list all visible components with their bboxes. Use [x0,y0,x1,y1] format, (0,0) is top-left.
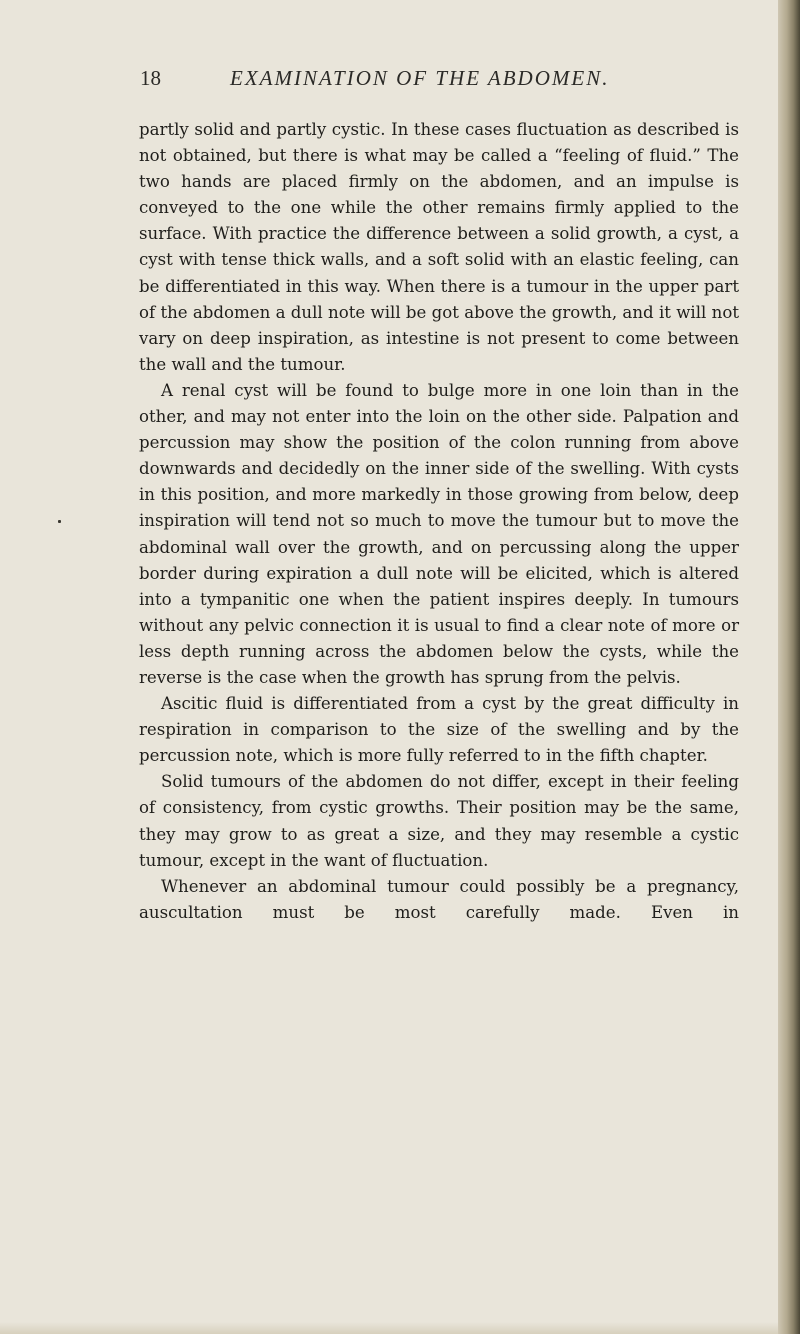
paragraph-5: Whenever an abdominal tumour could possibly be a pregnancy, auscultation must be most carefully made. Even in [139,876,739,922]
page-header [140,66,760,96]
paragraph-3: Ascitic fluid is differentiated from a cyst by the great difficulty in respiration in comparison to the size of the swelling and by the percussion note, which is more fully referred to in the fifth chapter. [139,694,739,766]
ink-speck [58,520,61,523]
running-head: EXAMINATION OF THE ABDOMEN. [230,66,610,90]
paragraph-4: Solid tumours of the abdomen do not differ, except in their feeling of consistency, from cystic growths. Their position may be the same, they may grow to as great a size, and they may resemble a cystic tumour, except in the want of fluctuation. [139,772,739,870]
binding-edge-shadow [778,0,800,1334]
page-bottom-edge [0,1322,786,1334]
body-text [139,117,739,926]
paragraph-1: partly solid and partly cystic. In these cases fluctuation as described is not obtained, but there is what may be called a “feeling of fluid.” The two hands are placed firmly on the abdomen, and an impulse is conveyed to the one while the other remains firmly applied to the surface. With practice the difference between a solid growth, a cyst, a cyst with tense thick walls, and a soft solid with an elastic feeling, can be differentiated in this way. When there is a tumour in the upper part of the abdomen a dull note will be got above the growth, and it will not vary on deep inspiration, as intestine is not present to come between the wall and the tumour. [139,120,739,374]
page-number: 18 [140,66,161,90]
paragraph-2: A renal cyst will be found to bulge more in one loin than in the other, and may not enter into the loin on the other side. Palpation and percussion may show the position of the colon running from above downwards and decidedly on the inner side of the swelling. With cysts in this position, and more markedly in those growing from below, deep inspiration will tend not so much to move the tumour but to move the abdominal wall over the growth, and on percussing along the upper border during expiration a dull note will be elicited, which is altered into a tympanitic one when the patient inspires deeply. In tumours without any pelvic connection it is usual to find a clear note of more or less depth running across the abdomen below the cysts, while the reverse is the case when the growth has sprung from the pelvis. [139,380,739,687]
